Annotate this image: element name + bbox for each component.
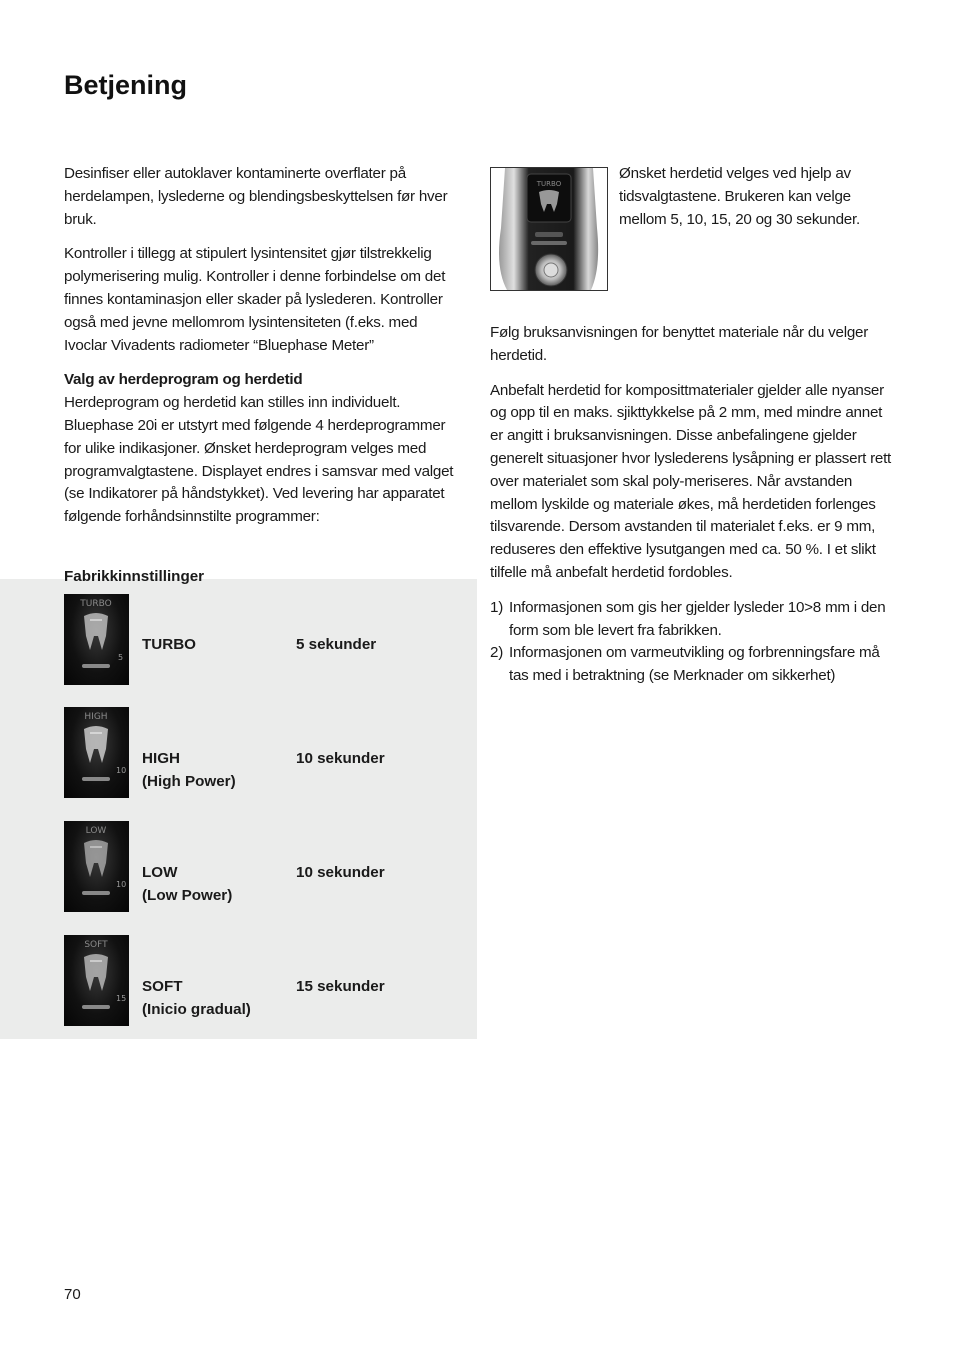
svg-text:15: 15 bbox=[116, 994, 127, 1003]
program-sublabel-high: (High Power) bbox=[142, 772, 236, 790]
svg-text:TURBO: TURBO bbox=[536, 180, 562, 188]
footnote-text: Informasjonen som gis her gjelder lysleder 10>8 mm i den form som ble levert fra fabrikken. bbox=[509, 598, 886, 639]
low-display-image bbox=[64, 821, 129, 912]
program-row-soft bbox=[64, 935, 464, 1027]
program-time-low: 10 sekunder bbox=[296, 864, 385, 881]
high-display-image bbox=[64, 707, 129, 798]
svg-text:HIGH: HIGH bbox=[84, 712, 108, 722]
recommendation-paragraph: Anbefalt herdetid for komposittmaterialer gjelder alle nyanser og opp til en maks. sjikttykkelse på 2 mm, med mindre annet er angitt i bruksanvisningen. Disse anbefalingene gjelder generelt situasjoner hvor lyslederens lysåpning er plassert rett over materialet som skal poly-meriseres. Når avstanden mellom lyskilde og materiale økes, må herdetiden forlenges tilsvarende. Dersom avstanden til materialet f.eks. er 9 mm, reduseres den effektive lysutgangen med ca. 50 %. I et slikt tilfelle må anbefalt herdetid fordobles. bbox=[490, 381, 892, 581]
footnote-number: 1) bbox=[490, 598, 504, 616]
svg-text:10: 10 bbox=[116, 880, 127, 889]
svg-text:SOFT: SOFT bbox=[84, 940, 108, 950]
footnote-text: Informasjonen om varmeutvikling og forbrenningsfare må tas med i betraktning (se Merknader om sikkerhet) bbox=[509, 644, 880, 685]
program-row-high bbox=[64, 707, 464, 799]
program-name-low bbox=[142, 862, 232, 908]
photo-caption bbox=[619, 163, 899, 231]
photo-caption-text: Ønsket herdetid velges ved hjelp av tidsvalgtastene. Brukeren kan velge mellom 5, 10, 15, 20 og 30 sekunder. bbox=[619, 165, 860, 228]
program-label-low: LOW bbox=[142, 864, 178, 881]
footnote-item bbox=[490, 642, 895, 688]
program-time-turbo: 5 sekunder bbox=[296, 636, 377, 653]
soft-display-image bbox=[64, 935, 129, 1026]
right-column bbox=[490, 322, 895, 688]
program-sublabel-soft: (Inicio gradual) bbox=[142, 1000, 251, 1018]
footnote-item bbox=[490, 597, 895, 643]
program-label-soft: SOFT bbox=[142, 978, 183, 995]
handpiece-photo bbox=[490, 167, 608, 291]
svg-text:10: 10 bbox=[116, 766, 127, 775]
program-time-soft: 15 sekunder bbox=[296, 978, 385, 995]
program-name-soft bbox=[142, 976, 251, 1022]
footnote-list bbox=[490, 597, 895, 688]
footnote-number: 2) bbox=[490, 644, 504, 662]
turbo-display-image bbox=[64, 594, 129, 685]
program-name-turbo: TURBO bbox=[142, 636, 196, 653]
intro-paragraph: Desinfiser eller autoklaver kontaminerte overflater på herdelampen, lyslederne og blendingsbeskyttelsen før hver bruk. bbox=[64, 165, 448, 228]
program-sublabel-low: (Low Power) bbox=[142, 886, 233, 904]
program-name-high bbox=[142, 748, 236, 794]
program-paragraph: Herdeprogram og herdetid kan stilles inn individuelt. Bluephase 20i er utstyrt med følgende 4 herdeprogrammer for ulike indikasjoner. Ønsket herdeprogram velges med programvalgtastene. Displayet endres i samsvar med valget (se Indikatorer på håndstykket). Ved levering har apparatet følgende forhåndsinnstilte programmer: bbox=[64, 394, 454, 526]
material-paragraph: Følg bruksanvisningen for benyttet materiale når du velger herdetid. bbox=[490, 324, 869, 364]
section-heading: Valg av herdeprogram og herdetid bbox=[64, 371, 303, 389]
program-row-turbo bbox=[64, 594, 464, 686]
svg-text:TURBO: TURBO bbox=[80, 599, 112, 609]
svg-text:5: 5 bbox=[118, 653, 124, 662]
program-label-high: HIGH bbox=[142, 750, 180, 767]
svg-text:LOW: LOW bbox=[85, 826, 107, 836]
page-number: 70 bbox=[64, 1286, 81, 1303]
page-title: Betjening bbox=[64, 70, 188, 100]
left-column bbox=[64, 163, 464, 529]
control-paragraph: Kontroller i tillegg at stipulert lysintensitet gjør tilstrekkelig polymerisering mulig. Kontroller i denne forbindelse om det finnes kontaminasjon eller skader på lyslederen. Kontroller også med jevne mellomrom lysintensiteten (f.eks. med Ivoclar Vivadents radiometer “Bluephase Meter” bbox=[64, 245, 446, 354]
factory-settings-heading: Fabrikkinnstillinger bbox=[64, 568, 205, 585]
program-time-high: 10 sekunder bbox=[296, 750, 385, 767]
program-row-low bbox=[64, 821, 464, 913]
